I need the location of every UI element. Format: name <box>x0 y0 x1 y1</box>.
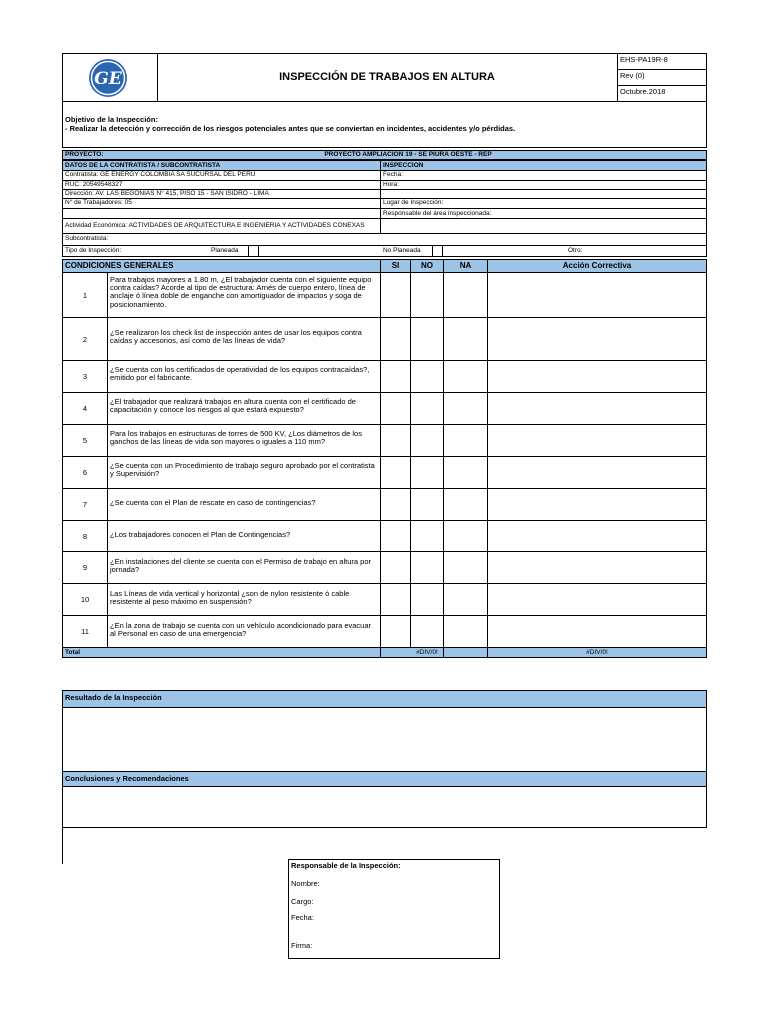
question-11: ¿En la zona de trabajo se cuenta con un vehículo acondicionado para evacuar al Personal en caso de una emergencia? <box>110 621 372 639</box>
other-label: Otro: <box>568 247 583 254</box>
project-value: PROYECTO AMPLIACIÓN 19 - SE PIURA OESTE - REP <box>324 151 492 158</box>
contractor-workers: N° de Trabajadores: 05 <box>65 199 132 206</box>
contractor-activity: Actividad Económica: ACTIVIDADES DE ARQUITECTURA E INGENIERÍA Y ACTIVIDADES CONEXAS <box>65 222 365 229</box>
page-title: INSPECCIÓN DE TRABAJOS EN ALTURA <box>279 71 495 83</box>
unplanned-checkbox[interactable] <box>432 245 443 257</box>
objective-text: - Realizar la detección y corrección de los riesgos potenciales antes que se conviertan en incidentes, accidentes y/o pérdidas. <box>65 125 516 133</box>
contractor-name: Contratista: GE ENERGY COLOMBIA SA SUCURSAL DEL PERÚ <box>65 171 256 178</box>
doc-code: EHS-PA19R-8 <box>620 56 668 64</box>
results-box <box>62 690 707 828</box>
signature-date: Fecha: <box>291 914 314 922</box>
inspection-place: Lugar de Inspección: <box>383 199 444 206</box>
conditions-header: CONDICIONES GENERALES <box>65 261 174 270</box>
col-no: NO <box>421 261 433 270</box>
question-9: ¿En instalaciones del cliente se cuenta con el Permiso de trabajo en altura por jornada? <box>110 557 371 575</box>
row-number-9: 9 <box>82 563 88 572</box>
row-number-7: 7 <box>82 500 88 509</box>
row-number-4: 4 <box>82 404 88 413</box>
signature-role: Cargo: <box>291 898 314 906</box>
inspection-responsible: Responsable del área inspeccionada: <box>383 210 492 217</box>
col-action: Acción Correctiva <box>562 261 632 270</box>
question-7: ¿Se cuenta con el Plan de rescate en caso de contingencias? <box>110 498 316 507</box>
inspection-header: INSPECCION <box>383 162 424 169</box>
row-number-6: 6 <box>82 468 88 477</box>
signature-title: Responsable de la Inspección: <box>291 862 401 870</box>
question-10: Las Líneas de vida vertical y horizontal ¿son de nylon resistente ó cable resistente al peso máximo en suspensión? <box>110 589 350 607</box>
unplanned-label: No Planeada <box>383 247 421 254</box>
row-number-3: 3 <box>82 372 88 381</box>
svg-text:GE: GE <box>94 69 122 89</box>
question-1: Para trabajos mayores a 1.80 m, ¿El trabajador cuenta con el siguiente equipo contra caídas? Acorde al tipo de estructura: Arnés de cuerpo entero, línea de anclaje ó línea doble de enganche con amortiguador de impactos y soga de posicionamiento. <box>110 275 372 309</box>
inspection-date: Fecha: <box>383 171 403 178</box>
objective-label: Objetivo de la Inspección: <box>65 116 158 124</box>
doc-date: Octubre.2018 <box>620 88 666 96</box>
row-number-1: 1 <box>82 290 88 300</box>
question-8: ¿Los trabajadores conocen el Plan de Contingencias? <box>110 530 291 539</box>
row-number-11: 11 <box>81 627 89 636</box>
col-si: SI <box>391 261 400 270</box>
signature-name: Nombre: <box>291 880 320 888</box>
conclusions-header: Conclusiones y Recomendaciones <box>65 775 189 783</box>
row-number-10: 10 <box>80 595 90 604</box>
question-2: ¿Se realizaron los check list de inspección antes de usar los equipos contra caídas y accesorios, así como de las líneas de vida? <box>110 328 362 346</box>
contractor-address: Dirección: AV. LAS BEGONIAS N° 415, PISO 15 - SAN ISIDRO - LIMA <box>65 190 269 197</box>
contractor-ruc: RUC: 20549548327 <box>65 181 123 188</box>
contractor-header: DATOS DE LA CONTRATISTA / SUBCONTRATISTA <box>65 162 221 169</box>
result-header: Resultado de la Inspección <box>65 694 162 702</box>
total-no: #DIV/0! <box>416 649 438 656</box>
row-number-2: 2 <box>82 334 88 344</box>
question-6: ¿Se cuenta con un Procedimiento de trabajo seguro aprobado por el contratista y Supervisión? <box>110 461 375 479</box>
planned-label: Planeada <box>211 247 239 254</box>
row-number-5: 5 <box>82 436 88 445</box>
doc-rev: Rev (0) <box>620 72 645 80</box>
planned-checkbox[interactable] <box>248 245 259 257</box>
signature-sign: Firma: <box>291 942 313 950</box>
total-label: Total <box>65 649 81 656</box>
question-5: Para los trabajos en estructuras de torres de 500 KV, ¿Los diámetros de los ganchos de las líneas de vida son mayores o iguales a 110 mm? <box>110 429 362 447</box>
inspection-time: Hora: <box>383 181 399 188</box>
subcontractor: Subcontratista: <box>65 235 109 242</box>
inspection-type-label: Tipo de Inspección: <box>65 247 122 254</box>
total-action: #DIV/0! <box>586 649 608 656</box>
ge-logo-icon <box>87 57 129 99</box>
row-number-8: 8 <box>82 531 88 541</box>
question-4: ¿El trabajador que realizará trabajos en altura cuenta con el certificado de capacitación y conoce los riesgos al que estará expuesto? <box>110 397 356 415</box>
ge-logo <box>87 57 129 99</box>
project-label: PROYECTO: <box>65 151 104 158</box>
question-3: ¿Se cuenta con los certificados de operatividad de los equipos contracaídas?, emitido por el fabricante. <box>110 365 370 383</box>
col-na: NA <box>459 261 472 270</box>
